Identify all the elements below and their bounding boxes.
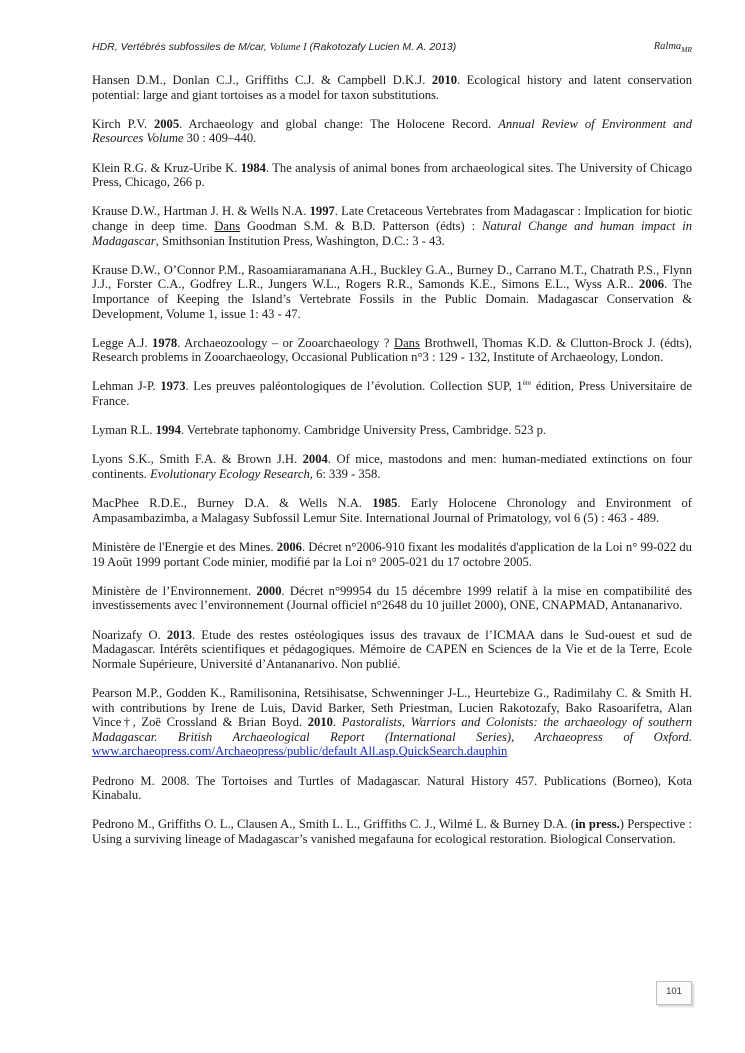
- reference-entry: Hansen D.M., Donlan C.J., Griffiths C.J. & Campbell D.K.J. 2010. Ecological history and latent conservation potential: large and giant tortoises as a model for taxon substitutions.: [92, 73, 692, 102]
- reference-entry: Lyons S.K., Smith F.A. & Brown J.H. 2004. Of mice, mastodons and men: human-mediated extinctions on four continents. Evolutionary Ecology Research, 6: 339 - 358.: [92, 452, 692, 482]
- header-right-mark: Ralma$_{MR}$: [653, 41, 692, 55]
- reference-entry: Pearson M.P., Godden K., Ramilisonina, Retsihisatse, Schwenninger J-L., Heurtebize G., Radimilahy C. & Smith H. with contributions by Irene de Luis, David Barker, Seth Priestman, Lucien Rakotozafy, Bako Rasoarifetra, Alan Vince†, Zoë Crossland & Brian Boyd. 2010. Pastoralists, Warriors and Colonists: the archaeology of southern Madagascar. British Archaeological Report (International Series), Archaeopress of Oxford. www.archaeopress.com/Archaeopress/public/default All.asp.QuickSearch.dauphin: [92, 685, 692, 759]
- reference-entry: Ministère de l'Energie et des Mines. 2006. Décret n°2006-910 fixant les modalités d'application de la Loi n° 99-022 du 19 Août 1999 portant Code minier, modifié par la Loi n° 2005-021 du 17 octobre 2005.: [92, 540, 692, 569]
- reference-entry: Legge A.J. 1978. Archaeozoology – or Zooarchaeology ? Dans Brothwell, Thomas K.D. & Clutton-Brock J. (édts), Research problems in Zooarchaeology, Occasional Publication n°3 : 129 - 132, Institute of Archaeology, London.: [92, 335, 692, 365]
- reference-entry: Ministère de l’Environnement. 2000. Décret n°99954 du 15 décembre 1999 relatif à la mise en compatibilité des investissements avec l’environnement (Journal officiel n°2648 du 10 juillet 2000), ONE, CNAPMAD, Antananarivo.: [92, 583, 692, 613]
- reference-entry: Krause D.W., Hartman J. H. & Wells N.A. 1997. Late Cretaceous Vertebrates from Madagascar : Implication for biotic change in deep time. Dans Goodman S.M. & B.D. Patterson (édts) : Natural Change and human impact in Madagascar, Smithsonian Institution Press, Washington, D.C.: 3 - 43.: [92, 204, 692, 248]
- reference-entry: Lyman R.L. 1994. Vertebrate taphonomy. Cambridge University Press, Cambridge. 523 p.: [92, 423, 547, 438]
- reference-entry: Krause D.W., O’Connor P.M., Rasoamiaramanana A.H., Buckley G.A., Burney D., Carrano M.T., Chatrath P.S., Flynn J.J., Forster C.A., Godfrey L.R., Jungers W.L., Rogers R.R., Samonds K.E., Simons E.L., Wyss A.R.. 2006. The Importance of Keeping the Island’s Vertebrate Fossils in the Public Domain. Madagascar Conservation & Development, Volume 1, issue 1: 43 - 47.: [92, 262, 692, 321]
- reference-list: [92, 73, 692, 861]
- reference-entry: Kirch P.V. 2005. Archaeology and global change: The Holocene Record. Annual Review of Environment and Resources Volume 30 : 409–440.: [92, 116, 692, 146]
- header-volume: Volume I: [269, 42, 307, 53]
- header-title-end: (Rakotozafy Lucien M. A. 2013): [306, 41, 457, 53]
- reference-entry: MacPhee R.D.E., Burney D.A. & Wells N.A. 1985. Early Holocene Chronology and Environment of Ampasambazimba, a Malagasy Subfossil Lemur Site. International Journal of Primatology, vol 6 (5) : 463 - 489.: [92, 496, 692, 525]
- reference-entry: Pedrono M. 2008. The Tortoises and Turtles of Madagascar. Natural History 457. Publications (Borneo), Kota Kinabalu.: [92, 773, 692, 803]
- reference-entry: Noarizafy O. 2013. Etude des restes ostéologiques issus des travaux de l’ICMAA dans le Sud-ouest et sud de Madagascar. Intérêts scientifiques et pédagogiques. Mémoire de CAPEN en Sciences de la Vie et de la Terre, Ecole Normale Supérieure, Université d’Antananarivo. Non publié.: [92, 627, 692, 671]
- reference-entry: Klein R.G. & Kruz-Uribe K. 1984. The analysis of animal bones from archaeological sites. The University of Chicago Press, Chicago, 266 p.: [92, 160, 692, 190]
- running-header: [92, 41, 692, 53]
- archaeopress-link[interactable]: www.archaeopress.com/Archaeopress/public/default All.asp.QuickSearch.dauphin: [92, 744, 508, 759]
- header-title-start: HDR, Vertébrés subfossiles de M/car,: [92, 41, 270, 53]
- reference-entry: Lehman J-P. 1973. Les preuves paléontologiques de l’évolution. Collection SUP, 1ère édition, Press Universitaire de France.: [92, 379, 692, 409]
- reference-entry: Pedrono M., Griffiths O. L., Clausen A., Smith L. L., Griffiths C. J., Wilmé L. & Burney D.A. (in press.) Perspective : Using a surviving lineage of Madagascar’s vanished megafauna for ecological restoration. Biological Conservation.: [92, 817, 692, 846]
- page-number: 101: [656, 981, 692, 1005]
